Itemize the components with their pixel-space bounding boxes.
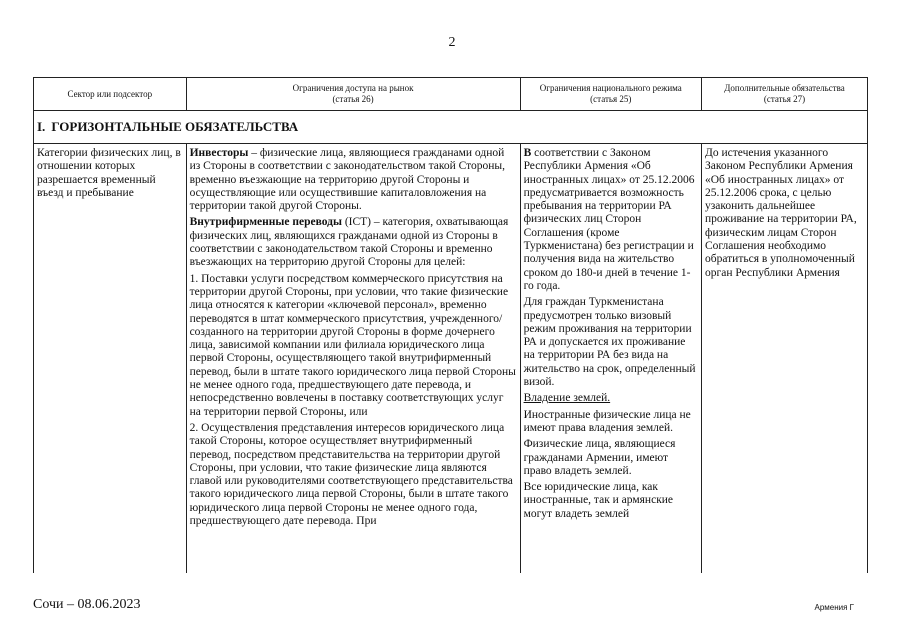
header-additional-label: Дополнительные обязательства <box>724 83 845 93</box>
nt-paragraph-1-lead: В <box>523 147 532 159</box>
additional-text: До истечения указанного Законом Республики Армения «Об иностранных лицах» от 25.12.2006 срока, с целью узаконить дальнейшее проживание на территории РА, физическим лицам Сторон Соглашения необходимо обратиться в уполномоченный орган Республики Армения <box>705 147 857 279</box>
nt-paragraph-5: Все юридические лица, как иностранные, так и армянские могут владеть землей <box>523 481 674 520</box>
section-heading <box>34 111 868 144</box>
land-ownership-heading: Владение землей. <box>523 392 611 405</box>
natural-persons-row <box>34 144 868 574</box>
footer-country: Армения Г <box>814 603 854 612</box>
ict-paragraph <box>190 216 517 269</box>
nt-paragraph-1 <box>524 147 698 293</box>
page-number: 2 <box>448 35 456 50</box>
header-national-treatment-article: (статья 25) <box>590 94 632 104</box>
header-additional-article: (статья 27) <box>763 94 806 104</box>
investors-paragraph <box>190 147 517 213</box>
section-number: I. <box>37 119 46 135</box>
header-market-access <box>186 78 520 111</box>
header-sector-label: Сектор или подсектор <box>67 88 153 99</box>
header-additional <box>702 78 868 111</box>
investors-text: – физические лица, являющиеся гражданами одной из Стороны в соответствии с законодательством такой Стороны, временно въезжающие на территорию другой Стороны и осуществляющие или осуществившие капиталовложения на территории такой другой Стороны. <box>189 147 506 213</box>
sector-text: Категории физических лиц, в отношении которых разрешается временный въезд и пребывание <box>37 147 181 199</box>
additional-commitments-cell <box>702 144 868 574</box>
section-title: ГОРИЗОНТАЛЬНЫЕ ОБЯЗАТЕЛЬСТВА <box>51 119 299 135</box>
ict-item-2: 2. Осуществления представления интересов юридического лица такой Стороны, которое осуществляет внутрифирменный перевод, посредством представительства на территории другой Стороны, при условии, что такие физические лица являются главой или руководителями соответствующего представительства такого юридического лица первой Стороны, были в штате такого юридического лица первой Стороны не менее одного года, предшествующего дате перевода. При <box>189 421 513 528</box>
national-treatment-cell <box>520 144 701 574</box>
commitments-table <box>33 77 868 573</box>
header-market-access-label: Ограничения доступа на рынок <box>292 83 414 93</box>
nt-paragraph-2: Для граждан Туркменистана предусмотрен только визовый режим проживания на территории РА и допускается их проживание на территории РА без вида на жительство на срок, определенный визой. <box>523 296 696 389</box>
nt-paragraph-1-text: соответствии с Законом Республики Армения «Об иностранных лицах» от 25.12.2006 предусматривается возможность пребывания на территории РА физических лиц Сторон Соглашения (кроме Туркменистана) без регистрации и получения вида на жительство сроком до 180-и дней в течение 1-го года. <box>523 147 695 292</box>
ict-text: (ICT) – категория, охватывающая физических лиц, являющихся гражданами одной из Стороны в соответствии с законодательством такой Стороны и временно въезжающих на территорию другой Стороны для целей: <box>189 216 509 269</box>
ict-item-1: 1. Поставки услуги посредством коммерческого присутствия на территории другой Стороны, при условии, что такие физические лица относятся к категории «ключевой персонал», временно переводятся в штат коммерческого присутствия, учрежденного/созданного на территории другой Стороны в форме дочернего лица, зависимой компании или филиала юридического лица первой Стороны, осуществляющего такой внутрифирменный перевод, были в штате такого юридического лица первой Стороны не менее одного года, предшествующего дате перевода, и непосредственно вовлечены в поставку соответствующих услуг на территории первой Стороны, или <box>189 272 516 418</box>
nt-paragraph-4: Физические лица, являющиеся гражданами Армении, имеют право владеть землей. <box>523 438 676 477</box>
header-national-treatment-label: Ограничения национального режима <box>539 83 682 93</box>
nt-paragraph-3: Иностранные физические лица не имеют права владения землей. <box>523 408 691 434</box>
header-national-treatment <box>520 78 701 111</box>
header-market-access-article: (статья 26) <box>332 94 374 104</box>
header-row <box>34 78 868 111</box>
ict-term: Внутрифирменные переводы <box>189 216 342 229</box>
sector-cell <box>34 144 187 574</box>
header-sector <box>34 78 187 111</box>
investors-term: Инвесторы <box>189 147 249 159</box>
market-access-cell <box>186 144 520 574</box>
footer-place-date: Сочи – 08.06.2023 <box>33 597 141 612</box>
section-row <box>34 111 868 144</box>
